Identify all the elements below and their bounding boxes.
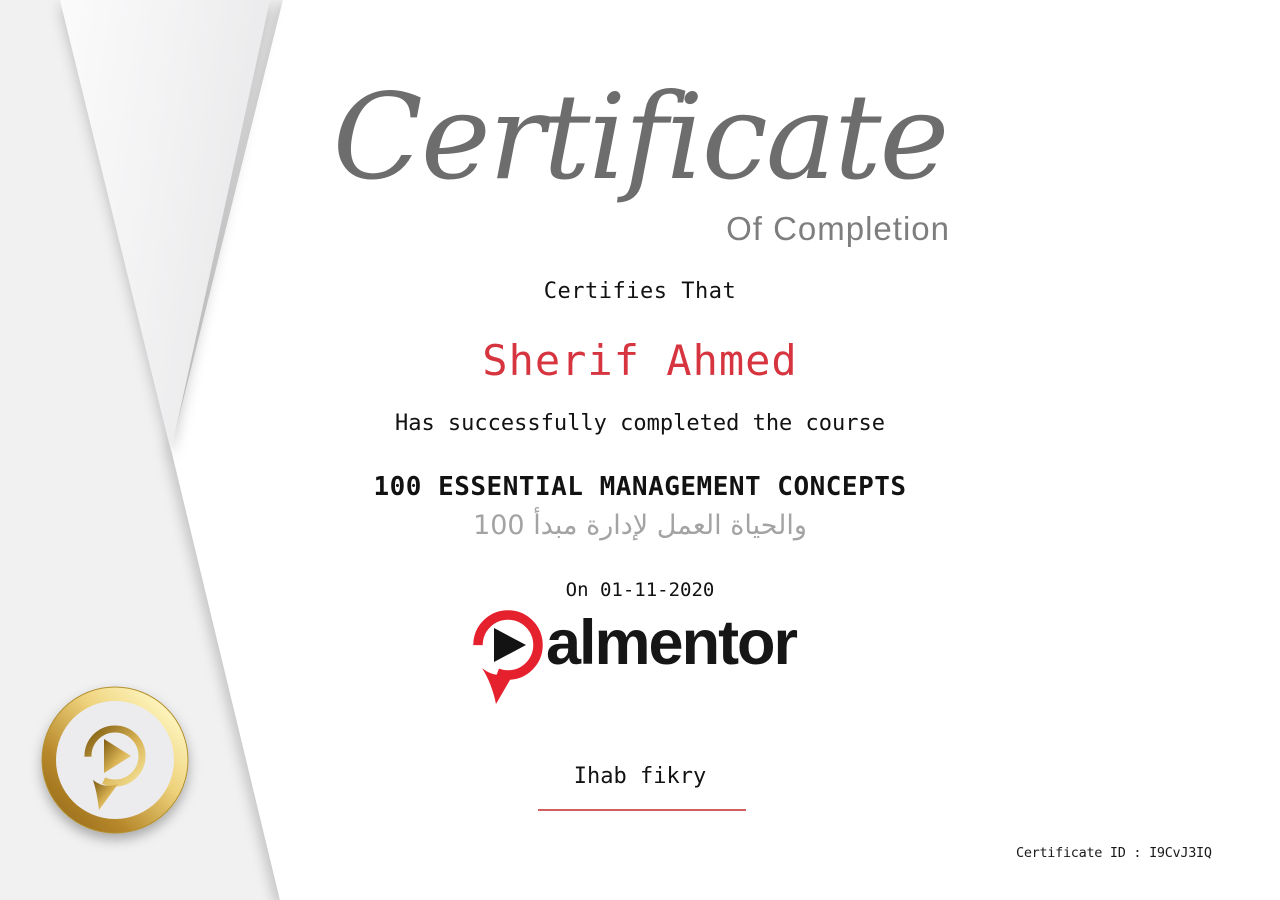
signature-line xyxy=(538,809,746,811)
certificate-subtitle: Of Completion xyxy=(726,210,950,247)
certificate-id: Certificate ID : I9CvJ3IQ xyxy=(1016,845,1212,861)
certificate-title: Certificate xyxy=(332,68,948,206)
recipient-name: Sherif Ahmed xyxy=(482,336,798,385)
almentor-wordmark: almentor xyxy=(546,608,797,678)
almentor-logo-play-bubble-icon xyxy=(470,604,548,706)
completion-date: On 01-11-2020 xyxy=(565,579,715,601)
completion-text: Has successfully completed the course xyxy=(394,411,886,436)
certifies-that-label: Certifies That xyxy=(543,279,737,304)
course-title-english: 100 ESSENTIAL MANAGEMENT CONCEPTS xyxy=(373,472,907,502)
instructor-name: Ihab fikry xyxy=(573,764,707,789)
gold-medallion-badge xyxy=(42,687,188,833)
course-title-arabic: 100 مبدأ‎ لإدارة‎ العمل‎ والحياة xyxy=(473,510,807,541)
play-icon xyxy=(494,628,526,662)
